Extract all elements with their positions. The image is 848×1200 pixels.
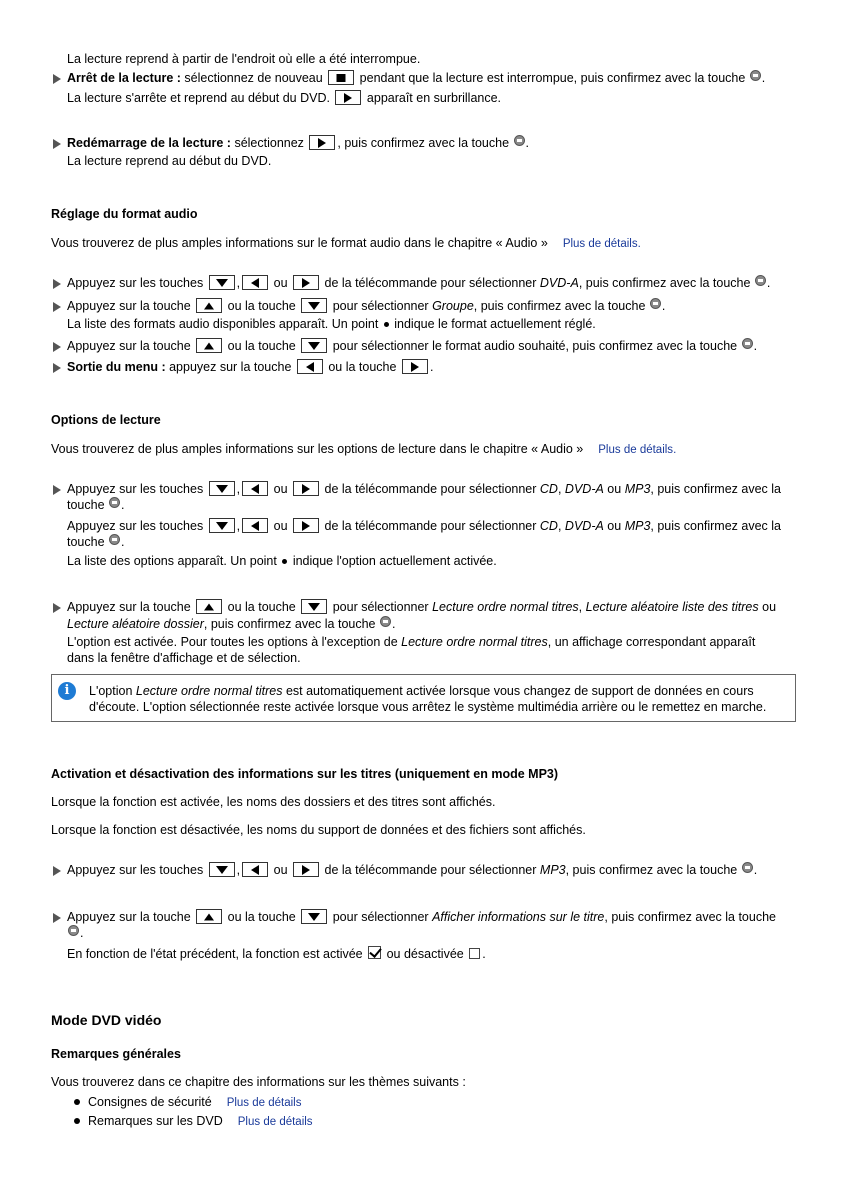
left-key-icon xyxy=(242,862,268,877)
title-info-heading: Activation et désactivation des informations sur les titres (uniquement en mode MP3) xyxy=(51,767,559,781)
stop-key-icon xyxy=(328,70,354,85)
down-key-icon xyxy=(301,298,327,313)
up-key-icon xyxy=(196,599,222,614)
step-arrow-icon xyxy=(53,279,61,289)
ok-button-icon xyxy=(109,534,120,545)
list-item: Remarques sur les DVD Plus de détails xyxy=(88,1114,313,1128)
title-step-2-result: En fonction de l'état précédent, la fonction est activée ou désactivée . xyxy=(67,947,486,961)
general-remarks-heading: Remarques générales xyxy=(51,1047,181,1061)
options-step-1-repeat-cont: touche . xyxy=(67,535,125,549)
ok-button-icon xyxy=(742,862,753,873)
right-key-icon xyxy=(293,481,319,496)
unchecked-box-icon xyxy=(469,948,480,959)
down-key-icon xyxy=(301,599,327,614)
step-arrow-icon xyxy=(53,302,61,312)
right-key-icon xyxy=(402,359,428,374)
title-step-2-cont: . xyxy=(67,925,83,941)
list-item: Consignes de sécurité Plus de détails xyxy=(88,1095,302,1109)
down-key-icon xyxy=(209,481,235,496)
audio-format-heading: Réglage du format audio xyxy=(51,207,198,221)
ok-button-icon xyxy=(68,925,79,936)
step-arrow-icon xyxy=(53,913,61,923)
options-step-2-result-cont: dans la fenêtre d'affichage et de sélection. xyxy=(67,651,301,665)
down-key-icon xyxy=(209,862,235,877)
audio-format-intro: Vous trouverez de plus amples informations sur le format audio dans le chapitre « Audio » Plus de détails. xyxy=(51,236,641,250)
bullet-icon xyxy=(74,1118,80,1124)
options-step-1: Appuyez sur les touches , ou de la télécommande pour sélectionner CD, DVD-A ou MP3, puis confirmez avec la xyxy=(67,482,781,496)
ok-button-icon xyxy=(650,298,661,309)
stop-playback-step: Arrêt de la lecture : sélectionnez de nouveau pendant que la lecture est interrompue, puis confirmez avec la touche . xyxy=(67,71,766,85)
playback-options-intro: Vous trouverez de plus amples informations sur les options de lecture dans le chapitre « Audio » Plus de détails. xyxy=(51,442,677,456)
options-details-link[interactable]: Plus de détails xyxy=(598,444,674,456)
dvd-remarks-details-link[interactable]: Plus de détails xyxy=(237,1116,313,1128)
options-step-2: Appuyez sur la touche ou la touche pour sélectionner Lecture ordre normal titres, Lecture aléatoire liste des titres ou xyxy=(67,600,777,614)
ok-button-icon xyxy=(742,338,753,349)
audio-details-link[interactable]: Plus de détails xyxy=(562,238,638,250)
checked-box-icon xyxy=(368,946,381,959)
title-info-p1: Lorsque la fonction est activée, les noms des dossiers et des titres sont affichés. xyxy=(51,795,496,809)
up-key-icon xyxy=(196,298,222,313)
safety-details-link[interactable]: Plus de détails xyxy=(226,1097,302,1109)
selected-dot-icon xyxy=(282,559,287,564)
playback-options-heading: Options de lecture xyxy=(51,413,161,427)
selected-dot-icon xyxy=(384,322,389,327)
restart-result-text: La lecture reprend au début du DVD. xyxy=(67,154,272,168)
left-key-icon xyxy=(242,481,268,496)
left-key-icon xyxy=(242,275,268,290)
bullet-icon xyxy=(74,1099,80,1105)
info-icon: i xyxy=(58,682,76,700)
options-list-text: La liste des options apparaît. Un point indique l'option actuellement activée. xyxy=(67,554,497,568)
stop-result-text: La lecture s'arrête et reprend au début du DVD. apparaît en surbrillance. xyxy=(67,91,502,105)
resume-text: La lecture reprend à partir de l'endroit où elle a été interrompue. xyxy=(67,52,421,66)
options-step-2-cont: Lecture aléatoire dossier, puis confirmez avec la touche . xyxy=(67,617,396,631)
step-arrow-icon xyxy=(53,139,61,149)
right-key-icon xyxy=(293,862,319,877)
play-key-icon xyxy=(335,90,361,105)
dvd-video-heading: Mode DVD vidéo xyxy=(51,1012,162,1028)
options-step-1-repeat: Appuyez sur les touches , ou de la télécommande pour sélectionner CD, DVD-A ou MP3, puis confirmez avec la xyxy=(67,519,781,533)
audio-step-2-result: La liste des formats audio disponibles apparaît. Un point indique le format actuellement réglé. xyxy=(67,317,596,331)
audio-step-2: Appuyez sur la touche ou la touche pour sélectionner Groupe, puis confirmez avec la touche . xyxy=(67,299,666,313)
ok-button-icon xyxy=(755,275,766,286)
left-key-icon xyxy=(242,518,268,533)
audio-step-3: Appuyez sur la touche ou la touche pour sélectionner le format audio souhaité, puis confirmez avec la touche . xyxy=(67,339,758,353)
step-arrow-icon xyxy=(53,866,61,876)
down-key-icon xyxy=(301,909,327,924)
options-step-1-cont: touche . xyxy=(67,498,125,512)
ok-button-icon xyxy=(380,616,391,627)
audio-step-1: Appuyez sur les touches , ou de la télécommande pour sélectionner DVD-A, puis confirmez avec la touche . xyxy=(67,276,771,290)
ok-button-icon xyxy=(514,135,525,146)
info-note-line-1: L'option Lecture ordre normal titres est automatiquement activée lorsque vous changez de support de données en cours xyxy=(89,684,754,698)
left-key-icon xyxy=(297,359,323,374)
title-step-1: Appuyez sur les touches , ou de la télécommande pour sélectionner MP3, puis confirmez avec la touche . xyxy=(67,863,758,877)
options-step-2-result: L'option est activée. Pour toutes les options à l'exception de Lecture ordre normal titres, un affichage correspondant apparaît xyxy=(67,635,756,649)
down-key-icon xyxy=(209,518,235,533)
restart-playback-step: Redémarrage de la lecture : sélectionnez , puis confirmez avec la touche . xyxy=(67,136,529,150)
ok-button-icon xyxy=(750,70,761,81)
right-key-icon xyxy=(293,275,319,290)
right-key-icon xyxy=(293,518,319,533)
info-note-line-2: d'écoute. L'option sélectionnée reste activée lorsque vous arrêtez le système multimédia arrière ou le remettez en marche. xyxy=(89,700,767,714)
ok-button-icon xyxy=(109,497,120,508)
step-arrow-icon xyxy=(53,363,61,373)
up-key-icon xyxy=(196,338,222,353)
audio-step-4: Sortie du menu : appuyez sur la touche ou la touche . xyxy=(67,360,434,374)
step-arrow-icon xyxy=(53,603,61,613)
info-note xyxy=(51,674,796,722)
down-key-icon xyxy=(301,338,327,353)
play-key-icon xyxy=(309,135,335,150)
step-arrow-icon xyxy=(53,485,61,495)
down-key-icon xyxy=(209,275,235,290)
step-arrow-icon xyxy=(53,342,61,352)
step-arrow-icon xyxy=(53,74,61,84)
up-key-icon xyxy=(196,909,222,924)
title-info-p2: Lorsque la fonction est désactivée, les noms du support de données et des fichiers sont affichés. xyxy=(51,823,586,837)
title-step-2: Appuyez sur la touche ou la touche pour sélectionner Afficher informations sur le titre, puis confirmez avec la touche xyxy=(67,910,776,924)
dvd-intro: Vous trouverez dans ce chapitre des informations sur les thèmes suivants : xyxy=(51,1075,466,1089)
